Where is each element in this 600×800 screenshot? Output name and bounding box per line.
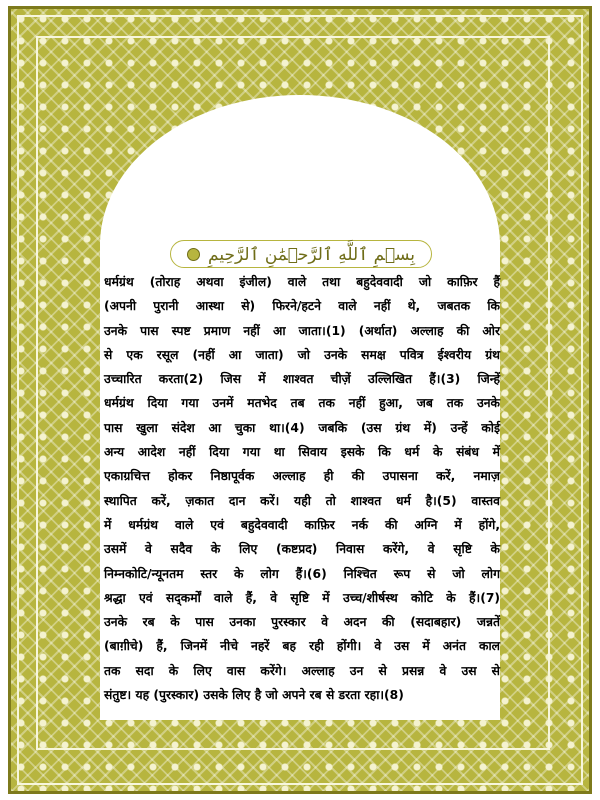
passage-line: संतुष्ट। यह (पुरस्कार) उसके लिए है जो अपने रब से डरता रहा।(8)	[104, 688, 404, 703]
ornament-icon	[187, 248, 200, 261]
passage-line: अन्य आदेश नहीं दिया गया था सिवाय इसके कि धर्म के संबंध में	[104, 445, 500, 460]
passage-line: श्रद्धा एवं सद्कर्मों वाले हैं, वे सृष्टि में उच्च/शीर्षस्थ कोटि के हैं।(7)	[104, 590, 500, 605]
passage	[104, 270, 500, 707]
passage-line: से एक रसूल (नहीं आ जाता) जो उनके समक्ष पवित्र ईश्वरीय ग्रंथ	[104, 347, 500, 362]
passage-line: उनके पास स्पष्ट प्रमाण नहीं आ जाता।(1) (अर्थात) अल्लाह की ओर	[104, 323, 500, 338]
passage-line: निम्नकोटि/न्यूनतम स्तर के लोग हैं।(6) निश्चित रूप से जो लोग	[104, 566, 500, 581]
passage-line: स्थापित करें, ज़कात दान करें। यही तो शाश्वत धर्म है।(5) वास्तव	[104, 493, 500, 508]
passage-line: धर्मग्रंथ दिया गया उनमें मतभेद तब तक नहीं हुआ, जब तक उनके	[104, 396, 500, 411]
passage-line: उनके रब के पास उनका पुरस्कार वे अदन की (सदाबहार) जन्नतें	[104, 615, 500, 630]
bismillah-text: بِسۡمِ ٱللَّهِ ٱلرَّحۡمَٰنِ ٱلرَّحِيمِ	[208, 244, 415, 265]
passage-line: में धर्मग्रंथ वाले एवं बहुदेववादी काफ़िर नर्क की अग्नि में होंगे,	[104, 517, 500, 532]
passage-line: (अपनी पुरानी आस्था से) फिरने/हटने वाले नहीं थे, जबतक कि	[104, 299, 500, 314]
bismillah-banner	[170, 240, 432, 268]
passage-line: एकाग्रचित्त होकर निष्ठापूर्वक अल्लाह ही की उपासना करें, नमाज़	[104, 469, 500, 484]
passage-line: धर्मग्रंथ (तोराह अथवा इंजील) वाले तथा बहुदेववादी जो काफ़िर हैं	[104, 275, 500, 289]
passage-line: पास खुला संदेश आ चुका था।(4) जबकि (उस ग्रंथ में) उन्हें कोई	[104, 420, 500, 435]
passage-line: (बाग़ीचे) हैं, जिनमें नीचे नहरें बह रही होंगी। वे उस में अनंत काल	[104, 639, 500, 654]
passage-line: उसमें वे सदैव के लिए (कष्टप्रद) निवास करेंगे, वे सृष्टि के	[104, 542, 500, 557]
passage-line: उच्चारित करता(2) जिस में शाश्वत चीज़ें उल्लिखित हैं।(3) जिन्हें	[104, 372, 500, 387]
passage-line: तक सदा के लिए वास करेंगे। अल्लाह उन से प्रसन्न वे उस से	[104, 663, 500, 678]
